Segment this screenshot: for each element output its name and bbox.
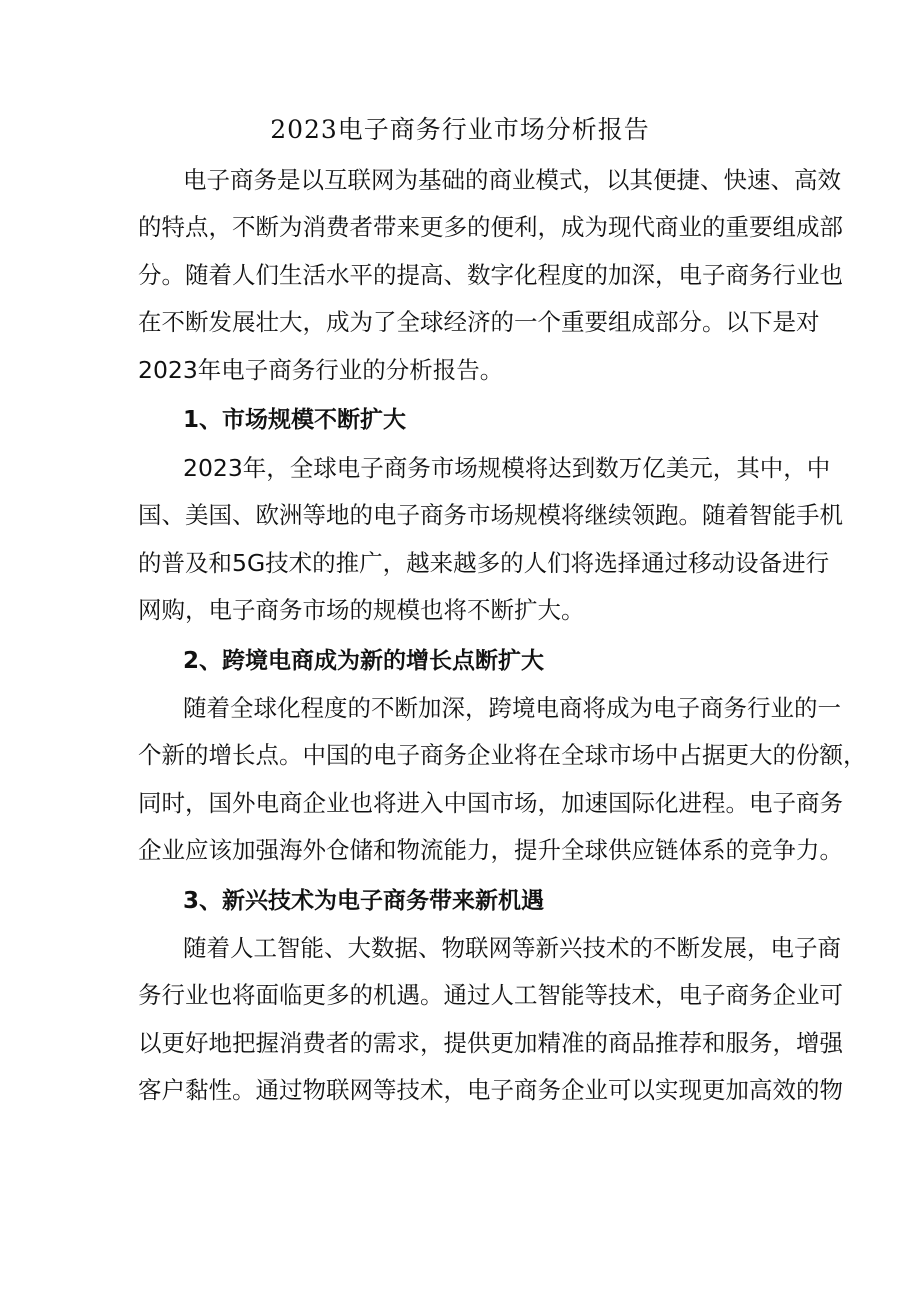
section-heading-1: 1、市场规模不断扩大 [183,407,407,433]
section-heading-2: 2、跨境电商成为新的增长点断扩大 [183,648,545,674]
paragraph-line: 2023年，全球电子商务市场规模将达到数万亿美元，其中，中 [183,454,831,482]
paragraph-line: 网购，电子商务市场的规模也将不断扩大。 [138,596,585,625]
paragraph-line: 以更好地把握消费者的需求，提供更加精准的商品推荐和服务，增强 [138,1028,843,1057]
section-2-paragraph [138,685,867,875]
paragraph-line: 国、美国、欧洲等地的电子商务市场规模将继续领跑。随着智能手机 [138,501,843,530]
paragraph-line: 2023年电子商务行业的分析报告。 [138,355,504,384]
paragraph-line: 企业应该加强海外仓储和物流能力，提升全球供应链体系的竞争力。 [138,836,843,865]
document-title: 2023电子商务行业市场分析报告 [270,115,650,144]
intro-paragraph [138,157,843,394]
paragraph-line: 在不断发展壮大，成为了全球经济的一个重要组成部分。以下是对 [138,308,820,337]
paragraph-line: 客户黏性。通过物联网等技术，电子商务企业可以实现更加高效的物 [138,1076,843,1105]
paragraph-line: 的普及和5G技术的推广，越来越多的人们将选择通过移动设备进行 [138,548,830,577]
paragraph-line: 同时，国外电商企业也将进入中国市场，加速国际化进程。电子商务 [138,788,843,817]
paragraph-line: 随着人工智能、大数据、物联网等新兴技术的不断发展，电子商 [183,934,841,962]
section-heading-3: 3、新兴技术为电子商务带来新机遇 [183,888,545,914]
paragraph-line: 的特点，不断为消费者带来更多的便利，成为现代商业的重要组成部 [138,213,843,242]
paragraph-line: 随着全球化程度的不断加深，跨境电商将成为电子商务行业的一 [183,694,841,722]
paragraph-line: 电子商务是以互联网为基础的商业模式，以其便捷、快速、高效 [183,166,841,194]
section-1-paragraph [138,445,843,635]
section-3-paragraph [138,925,843,1115]
paragraph-line: 务行业也将面临更多的机遇。通过人工智能等技术，电子商务企业可 [138,981,843,1010]
paragraph-line: 个新的增长点。中国的电子商务企业将在全球市场中占据更大的份额， [138,741,867,770]
paragraph-line: 分。随着人们生活水平的提高、数字化程度的加深，电子商务行业也 [138,260,843,289]
